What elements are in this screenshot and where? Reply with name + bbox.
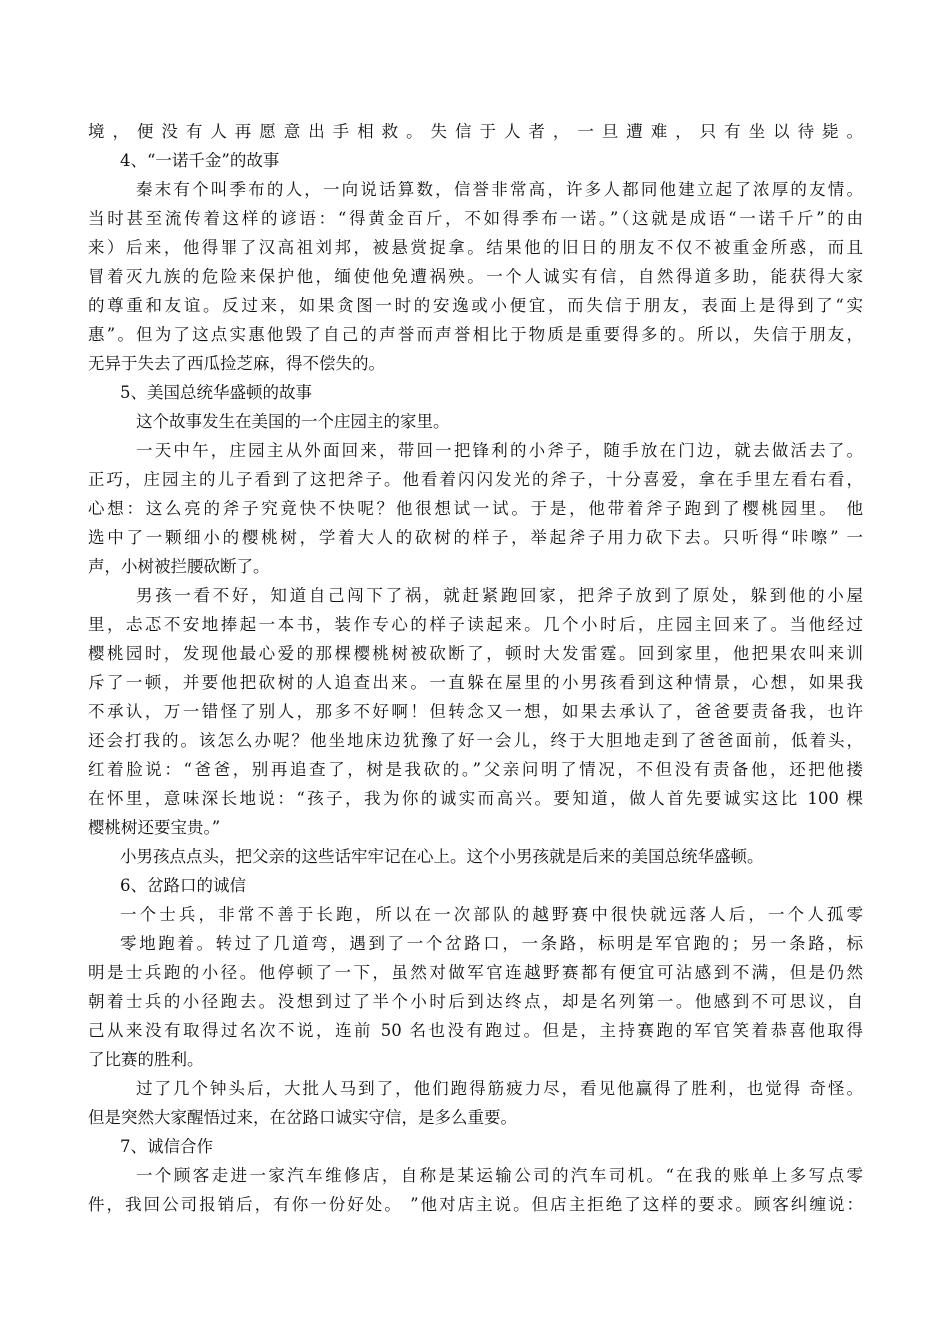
section-heading: 7、诚信合作: [120, 1137, 213, 1156]
text-line: 红着脸说：“爸爸，别再追查了，树是我砍的。”父亲问明了情况，不但没有责备他，还把他搂: [88, 760, 863, 779]
text-line: 当时甚至流传着这样的谚语：“得黄金百斤，不如得季布一诺。”（这就是成语“一诺千斤”的由: [88, 209, 863, 228]
text-line: 樱桃树还要宝贵。”: [88, 818, 221, 837]
text-line: 里，忐忑不安地捧起一本书，装作专心的样子读起来。几个小时后，庄园主回来了。当他经过: [88, 615, 863, 634]
text-line: 选中了一颗细小的樱桃树，学着大人的砍树的样子，举起斧子用力砍下去。只听得“咔嚓” 一: [88, 528, 863, 547]
text-line: 过了几个钟头后，大批人马到了，他们跑得筋疲力尽，看见他赢得了胜利，也觉得 奇怪。: [136, 1079, 863, 1098]
text-line: 件，我回公司报销后，有你一份好处。 ”他对店主说。但店主拒绝了这样的要求。顾客纠缠说：: [88, 1195, 863, 1214]
section-heading: 4、“一诺千金”的故事: [120, 151, 280, 170]
text-line: 一天中午，庄园主从外面回来，带回一把锋利的小斧子，随手放在门边，就去做活去了。: [136, 441, 863, 460]
text-line: 但是突然大家醒悟过来，在岔路口诚实守信，是多么重要。: [88, 1108, 517, 1127]
text-line: 斥了一顿，并要他把砍树的人追查出来。一直躲在屋里的小男孩看到这种情景，心想，如果我: [88, 673, 863, 692]
text-line: 境，便没有人再愿意出手相救。失信于人者，一旦遭难，只有坐以待毙。: [88, 122, 863, 141]
section-heading: 6、岔路口的诚信: [120, 876, 246, 895]
text-line: 来）后来，他得罪了汉高祖刘邦，被悬赏捉拿。结果他的旧日的朋友不仅不被重金所惑，而且: [88, 238, 863, 257]
text-line: 心想：这么亮的斧子究竟快不快呢？他很想试一试。于是，他带着斧子跑到了樱桃园里。 他: [88, 499, 863, 518]
text-line: 一个顾客走进一家汽车维修店，自称是某运输公司的汽车司机。“在我的账单上多写点零: [136, 1166, 863, 1185]
text-line: 己从来没有取得过名次不说，连前 50 名也没有跑过。但是，主持赛跑的军官笑着恭喜他取得: [88, 1021, 863, 1040]
text-line: 男孩一看不好，知道自己闯下了祸，就赶紧跑回家，把斧子放到了原处，躲到他的小屋: [136, 586, 863, 605]
text-line: 一个士兵，非常不善于长跑，所以在一次部队的越野赛中很快就远落人后，一个人孤零: [120, 905, 863, 924]
text-line: 无异于失去了西瓜捡芝麻，得不偿失的。: [88, 354, 385, 373]
text-line: 在怀里，意味深长地说：“孩子，我为你的诚实而高兴。要知道，做人首先要诚实这比 100 棵: [88, 789, 863, 808]
text-line: 明是士兵跑的小径。他停顿了一下，虽然对做军官连越野赛都有便宜可沾感到不满，但是仍然: [88, 963, 863, 982]
text-line: 的尊重和友谊。反过来，如果贪图一时的安逸或小便宜，而失信于朋友，表面上是得到了“实: [88, 296, 863, 315]
section-heading: 5、美国总统华盛顿的故事: [120, 383, 312, 402]
text-line: 惠”。但为了这点实惠他毁了自己的声誉而声誉相比于物质是重要得多的。所以，失信于朋友，: [88, 325, 863, 344]
text-line: 朝着士兵的小径跑去。没想到过了半个小时后到达终点，却是名列第一。他感到不可思议，自: [88, 992, 863, 1011]
text-line: 零地跑着。转过了几道弯，遇到了一个岔路口，一条路，标明是军官跑的；另一条路，标: [120, 934, 863, 953]
text-line: 小男孩点点头，把父亲的这些话牢牢记在心上。这个小男孩就是后来的美国总统华盛顿。: [120, 847, 764, 866]
text-line: 冒着灭九族的危险来保护他，缅使他免遭祸殃。一个人诚实有信，自然得道多助，能获得大家: [88, 267, 863, 286]
text-line: 樱桃园时，发现他最心爱的那棵樱桃树被砍断了，顿时大发雷霆。回到家里，他把果农叫来训: [88, 644, 863, 663]
text-line: 正巧，庄园主的儿子看到了这把斧子。他看着闪闪发光的斧子，十分喜爱，拿在手里左看右看，: [88, 470, 863, 489]
text-line: 不承认，万一错怪了别人，那多不好啊！但转念又一想，如果去承认了，爸爸要责备我，也许: [88, 702, 863, 721]
text-line: 声，小树被拦腰砍断了。: [88, 557, 270, 576]
text-line: 秦末有个叫季布的人，一向说话算数，信誉非常高，许多人都同他建立起了浓厚的友情。: [136, 180, 863, 199]
text-line: 了比赛的胜利。: [88, 1050, 204, 1069]
text-line: 这个故事发生在美国的一个庄园主的家里。: [136, 412, 450, 431]
text-line: 还会打我的。该怎么办呢？他坐地床边犹豫了好一会儿，终于大胆地走到了爸爸面前，低着头，: [88, 731, 863, 750]
